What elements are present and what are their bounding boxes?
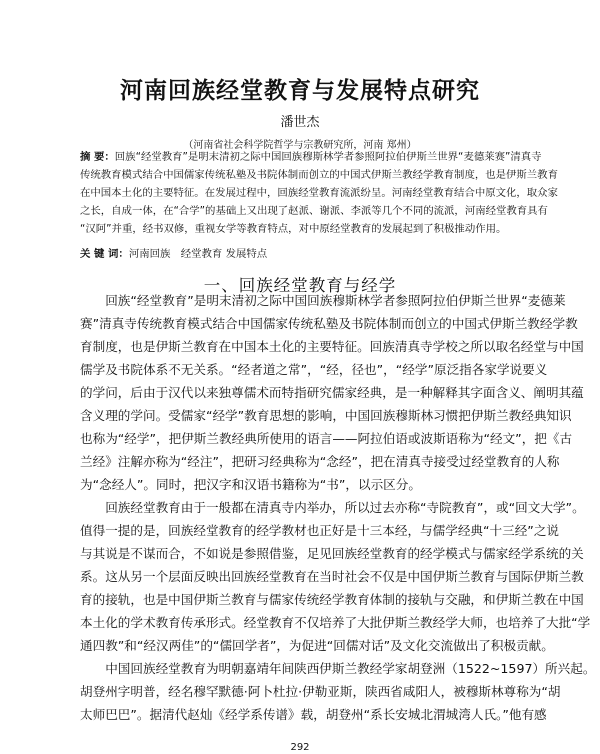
- body-line: 也称为“经学”，把伊斯兰教经典所使用的语言——阿拉伯语或波斯语称为“经文”，把《古: [80, 431, 573, 446]
- body-line: 与其说是不谋而合，不如说是参照借鉴，足见回族经堂教育的经学模式与儒家经学系统的关: [80, 546, 584, 561]
- section-heading: 一、回族经堂教育与经学: [203, 276, 397, 295]
- body-line: 回族经堂教育由于一般都在清真寺内举办，所以过去亦称“寺院教育”，或“回文大学”。: [80, 500, 585, 515]
- body-line: 含义理的学问。受儒家“经学”教育思想的影响，中国回族穆斯林习惯把伊斯兰教经典知识: [80, 408, 572, 423]
- body-line: 中国回族经堂教育为明朝嘉靖年间陕西伊斯兰教经学家胡登洲（1522~1597）所兴起。: [80, 661, 596, 676]
- keywords-value: 河南回族 经堂教育 发展特点: [128, 248, 268, 260]
- keywords: [80, 245, 267, 260]
- abstract-line: 之长，自成一体，在“合学”的基础上又出现了赵派、谢派、李派等几个不同的流派，河南经堂教育具有: [80, 205, 548, 217]
- body-line: 赛”清真寺传统教育模式结合中国儒家传统私塾及书院体制而创立的中国式伊斯兰教经学教: [80, 316, 578, 331]
- abstract-label: 摘 要：: [80, 151, 115, 163]
- author-affiliation: （河南省社会科学院哲学与宗教研究所，河南 郑州）: [183, 140, 417, 151]
- body-line: 本土化的学术教育传承形式。经堂教育不仅培养了大批伊斯兰教经学大师，也培养了大批“学: [80, 615, 591, 630]
- body-line: 育的接轨，也是中国伊斯兰教育与儒家传统经学教育体制的接轨与交融，和伊斯兰教在中国: [80, 592, 584, 607]
- body-line: 兰经》注解亦称为“经注”，把研习经典称为“念经”，把在清真寺接受过经堂教育的人称: [80, 454, 560, 469]
- body-line: 育制度，也是伊斯兰教育在中国本土化的主要特征。回族清真寺学校之所以取名经堂与中国: [80, 339, 584, 354]
- body-line: 胡登州字明普，经名穆罕默德·阿卜杜拉·伊勒亚斯，陕西省咸阳人，被穆斯林尊称为“胡: [80, 684, 561, 699]
- body-line: 太师巴巴”。据清代赵灿《经学系传谱》载，胡登州“系长安城北渭城湾人氏。”他有感: [80, 707, 547, 722]
- body-line: 系。这从另一个层面反映出回族经堂教育在当时社会不仅是中国伊斯兰教育与国际伊斯兰教: [80, 569, 584, 584]
- body-line: 值得一提的是，回族经堂教育的经学教材也正好是十三本经，与儒学经典“十三经”之说: [80, 523, 560, 538]
- abstract-line: “汉阿”并重，经书双修，重视女学等教育特点，对中原经堂教育的发展起到了积极推动作用。: [80, 223, 507, 235]
- body-line: 回族“经堂教育”是明末清初之际中国回族穆斯林学者参照阿拉伯伊斯兰世界“麦德莱: [80, 293, 566, 308]
- abstract-line: 在中国本土化的主要特征。在发展过程中，回族经堂教育流派纷呈。河南经堂教育结合中原文化，取众家: [80, 187, 558, 199]
- paper-title: 河南回族经堂教育与发展特点研究: [120, 78, 480, 104]
- page-number: 292: [290, 742, 310, 753]
- author-name: 潘世杰: [280, 115, 320, 130]
- keywords-label: 关 键 词：: [80, 248, 129, 260]
- body-line: 为“念经人”。同时，把汉字和汉语书籍称为“书”，以示区分。: [80, 477, 421, 492]
- abstract-line: 摘 要：回族“经堂教育”是明末清初之际中国回族穆斯林学者参照阿拉伯伊斯兰世界“麦德莱赛”清真寺: [80, 151, 542, 163]
- body-line: 的学问，后由于汉代以来独尊儒术而特指研究儒家经典，是一种解释其字面含义、阐明其蕴: [80, 385, 584, 400]
- body-line: 儒学及书院体系不无关系。“经者道之常”，“经，径也”，“经学”原泛指各家学说要义: [80, 362, 548, 377]
- body-line: 通四教”和“经汉两佳”的“儒回学者”，为促进“回儒对话”及文化交流做出了积极贡献。: [80, 638, 554, 653]
- abstract-line: 传统教育模式结合中国儒家传统私塾及书院体制而创立的中国式伊斯兰教经学教育制度，也是伊斯兰教育: [80, 169, 558, 181]
